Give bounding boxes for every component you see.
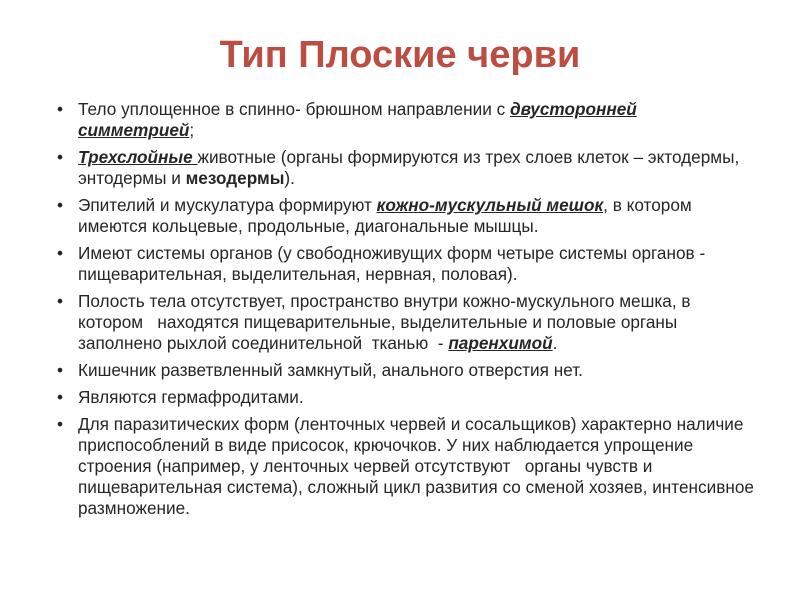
slide-title: Тип Плоские черви — [219, 34, 581, 76]
bullet-text: ). — [284, 168, 295, 188]
bullet-text: Для паразитических форм (ленточных червей и сосальщиков) характерно наличие приспособлений в виде присосок, крючочков. У них наблюдается упрощение строения (например, у ленточных червей отсутствуют органы чувств и пищеварительная система), сложный цикл развития со сменой хозяев, интенсивное размножение. — [78, 414, 759, 518]
bullet-text: Полость тела отсутствует, пространство внутри кожно-мускульного мешка, в котором находятся пищеварительные, выделительные и половые органы заполнено рыхлой соединительной тканью - — [78, 291, 696, 353]
bullet-text: ; — [189, 120, 195, 140]
bullet-term: кожно-мускульный мешок — [376, 195, 604, 215]
bullet-text: Являются гермафродитами. — [78, 387, 304, 407]
bullet-term: двусторонней симметрией — [78, 99, 637, 140]
bullet-list — [56, 99, 759, 525]
bullet-text: . — [552, 333, 558, 353]
bullet-text: , в котором имеются кольцевые, продольные, диагональные мышцы. — [78, 195, 692, 236]
bullet-term: паренхимой — [448, 333, 553, 353]
bullet-text: Эпителий и мускулатура формируют — [78, 195, 377, 215]
bullet-term: Трехслойные — [78, 147, 198, 167]
bullet-item — [56, 243, 756, 285]
bullet-item — [56, 360, 756, 381]
bullet-bold: мезодермы — [185, 168, 285, 188]
bullet-item — [56, 387, 756, 408]
bullet-item — [56, 147, 756, 189]
bullet-item — [56, 99, 756, 141]
bullet-text: Тело уплощенное в спинно- брюшном направлении с — [78, 99, 510, 119]
bullet-item — [56, 291, 756, 354]
bullet-text: животные (органы формируются из трех слоев клеток – эктодермы, энтодермы и — [78, 147, 740, 188]
bullet-text: Имеют системы органов (у свободноживущих форм четыре системы органов - пищеварительная, выделительная, нервная, половая). — [78, 243, 730, 284]
bullet-item — [56, 414, 759, 519]
bullet-item — [56, 195, 756, 237]
bullet-text: Кишечник разветвленный замкнутый, анального отверстия нет. — [78, 360, 583, 380]
